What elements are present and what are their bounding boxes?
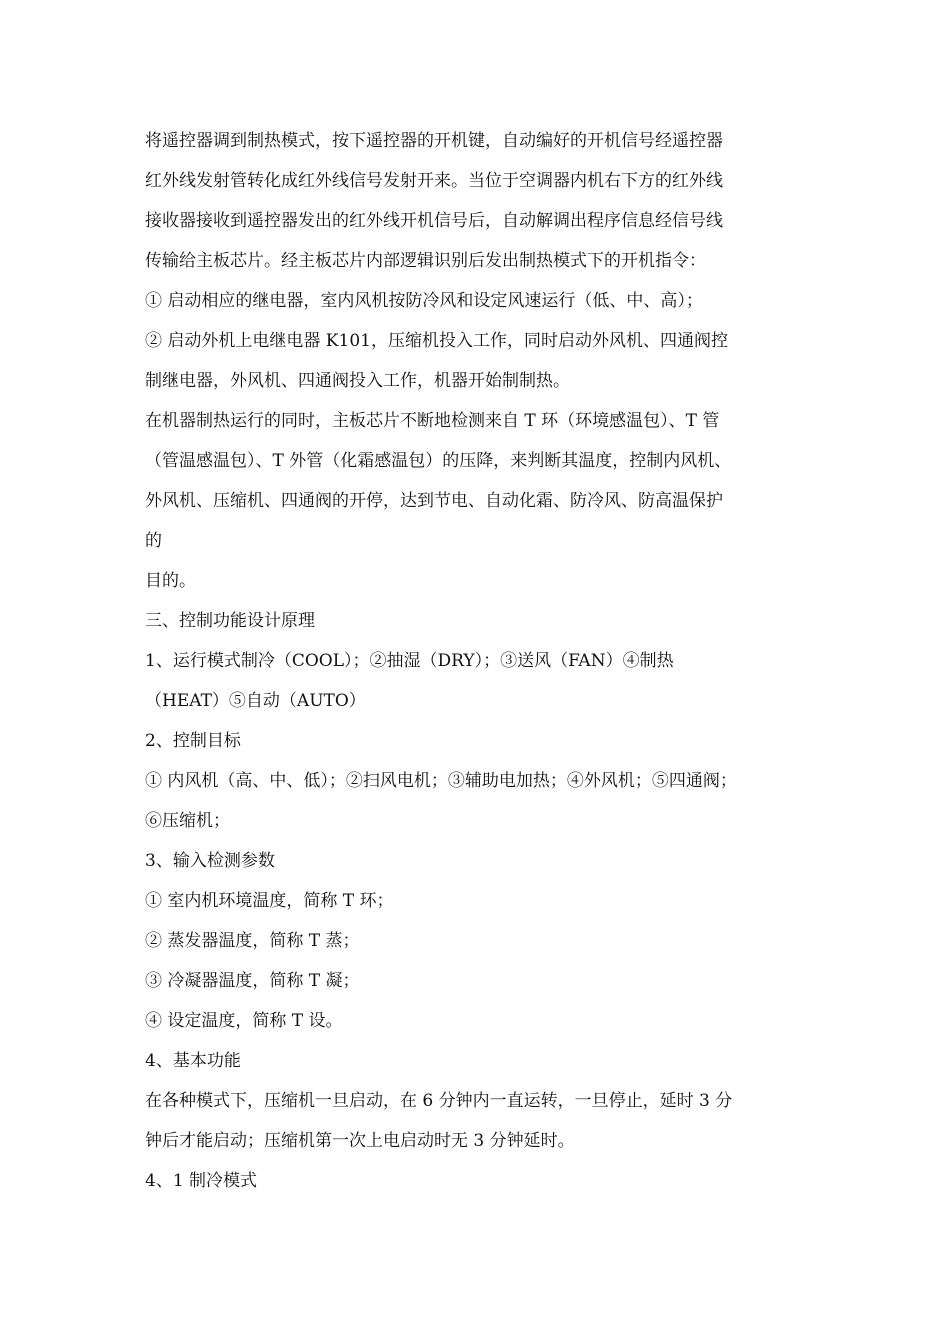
text-line: 红外线发射管转化成红外线信号发射开来。当位于空调器内机右下方的红外线 (145, 171, 723, 191)
subsection-heading: 4、1 制冷模式 (145, 1171, 258, 1191)
text-line: 目的。 (145, 571, 196, 591)
subsection-heading: 2、控制目标 (145, 731, 241, 751)
text-line: 的 (145, 531, 162, 551)
text-line: ② 蒸发器温度，简称 T 蒸； (145, 931, 360, 951)
text-line: 制继电器，外风机、四通阀投入工作，机器开始制制热。 (145, 371, 570, 391)
text-line: 在各种模式下，压缩机一旦启动，在 6 分钟内一直运转，一旦停止，延时 3 分 (145, 1091, 733, 1111)
text-line: 在机器制热运行的同时，主板芯片不断地检测来自 T 环（环境感温包）、T 管 (145, 411, 720, 431)
text-line: 外风机、压缩机、四通阀的开停，达到节电、自动化霜、防冷风、防高温保护 (145, 491, 723, 511)
text-line: ② 启动外机上电继电器 K101，压缩机投入工作，同时启动外风机、四通阀控 (145, 331, 728, 351)
text-line: 将遥控器调到制热模式，按下遥控器的开机键，自动编好的开机信号经遥控器 (145, 131, 723, 151)
body-text (145, 121, 825, 1201)
text-line: ⑥压缩机； (145, 811, 230, 831)
text-line: ① 启动相应的继电器，室内风机按防冷风和设定风速运行（低、中、高）； (145, 291, 703, 311)
text-line: ① 室内机环境温度，简称 T 环； (145, 891, 394, 911)
text-line: 接收器接收到遥控器发出的红外线开机信号后，自动解调出程序信息经信号线 (145, 211, 723, 231)
text-line: ④ 设定温度，简称 T 设。 (145, 1011, 343, 1031)
text-line: 1、运行模式制冷（COOL）；②抽湿（DRY）；③送风（FAN）④制热 (145, 651, 674, 671)
text-line: （管温感温包）、T 外管（化霜感温包）的压降，来判断其温度，控制内风机、 (145, 451, 732, 471)
text-line: 钟后才能启动；压缩机第一次上电启动时无 3 分钟延时。 (145, 1131, 575, 1151)
subsection-heading: 4、基本功能 (145, 1051, 241, 1071)
subsection-heading: 3、输入检测参数 (145, 851, 275, 871)
text-line: 传输给主板芯片。经主板芯片内部逻辑识别后发出制热模式下的开机指令： (145, 251, 706, 271)
section-heading: 三、控制功能设计原理 (145, 611, 315, 631)
text-line: （HEAT）⑤自动（AUTO） (145, 691, 366, 711)
text-line: ③ 冷凝器温度，简称 T 凝； (145, 971, 360, 991)
text-line: ① 内风机（高、中、低）；②扫风电机；③辅助电加热；④外风机；⑤四通阀； (145, 771, 737, 791)
